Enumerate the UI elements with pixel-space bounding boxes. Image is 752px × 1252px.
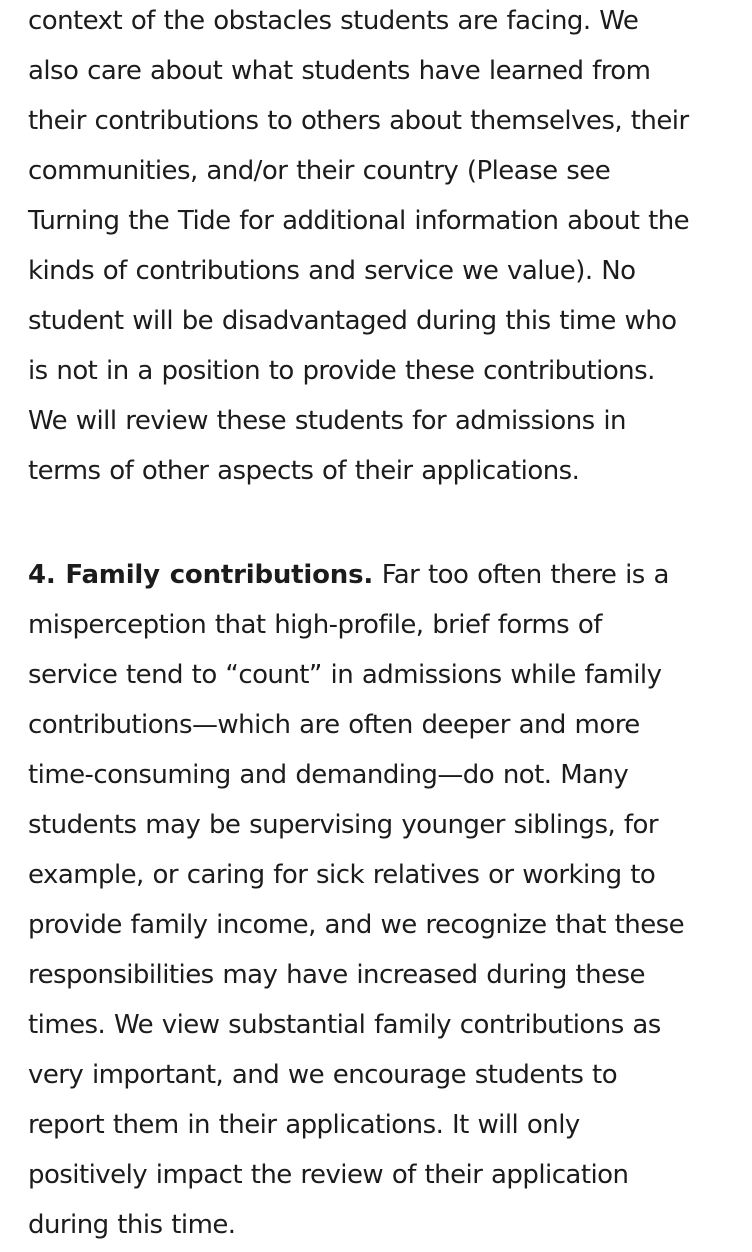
text-line: terms of other aspects of their applications.: [28, 456, 580, 486]
heading-trailing-text: Far too often there is a: [373, 560, 669, 590]
text-line: context of the obstacles students are facing. We: [28, 6, 639, 36]
text-line: positively impact the review of their application: [28, 1160, 629, 1190]
text-line: responsibilities may have increased during these: [28, 960, 645, 990]
text-line: communities, and/or their country (Please see: [28, 156, 611, 186]
text-line: student will be disadvantaged during this time who: [28, 306, 677, 336]
text-line: Turning the Tide for additional information about the: [28, 206, 690, 236]
article-body: [28, 0, 744, 1250]
text-line: kinds of contributions and service we value). No: [28, 256, 636, 286]
text-line: also care about what students have learned from: [28, 56, 651, 86]
text-line: their contributions to others about themselves, their: [28, 106, 689, 136]
text-line: students may be supervising younger siblings, for: [28, 810, 659, 840]
text-line: report them in their applications. It will only: [28, 1110, 580, 1140]
text-line: time-consuming and demanding—do not. Many: [28, 760, 629, 790]
text-line: example, or caring for sick relatives or working to: [28, 860, 656, 890]
text-line: misperception that high-profile, brief forms of: [28, 610, 602, 640]
paragraph-family-contributions: [28, 550, 744, 1250]
text-line: service tend to “count” in admissions while family: [28, 660, 662, 690]
text-line: [28, 550, 744, 600]
text-line: during this time.: [28, 1210, 236, 1240]
text-line: contributions—which are often deeper and more: [28, 710, 640, 740]
paragraph-obstacles-context: [28, 0, 744, 496]
text-line: We will review these students for admissions in: [28, 406, 626, 436]
text-line: times. We view substantial family contributions as: [28, 1010, 661, 1040]
text-line: very important, and we encourage students to: [28, 1060, 618, 1090]
text-line: provide family income, and we recognize that these: [28, 910, 685, 940]
paragraph-spacer: [28, 496, 744, 550]
text-line: is not in a position to provide these contributions.: [28, 356, 655, 386]
section-heading: 4. Family contributions.: [28, 560, 374, 590]
